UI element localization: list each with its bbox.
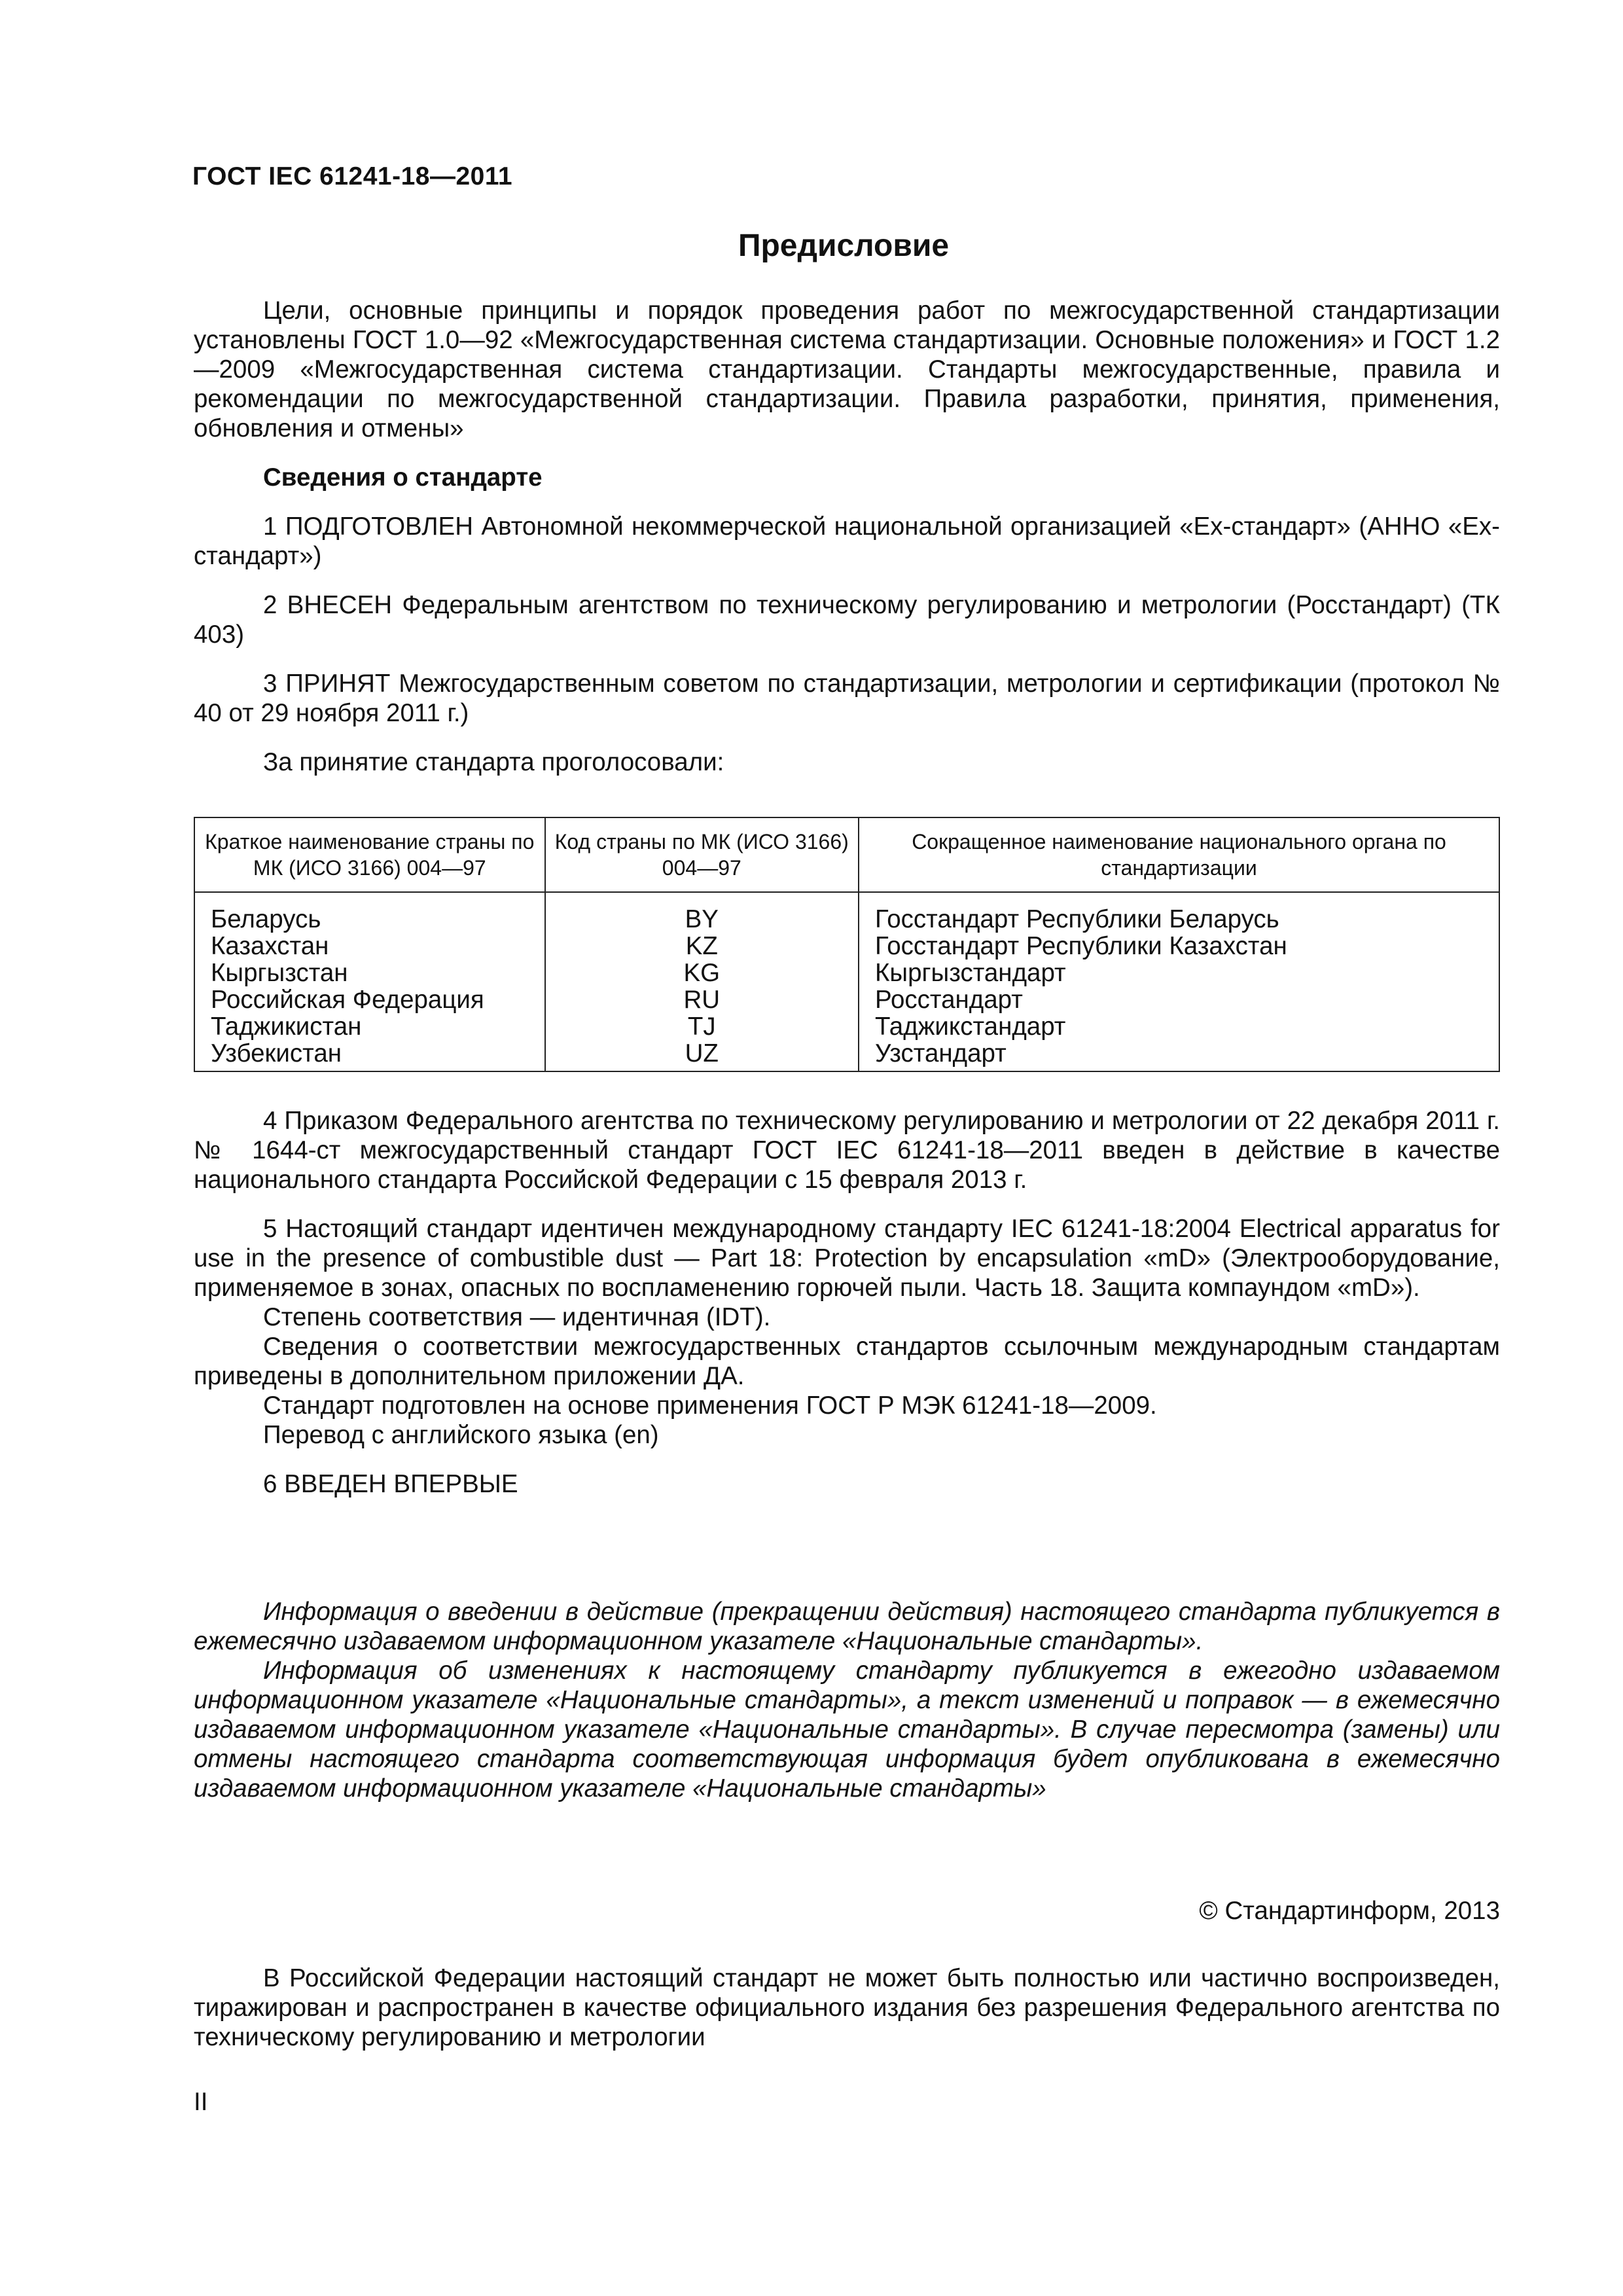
item-5-basis: Стандарт подготовлен на основе применения ГОСТ Р МЭК 61241-18—2009. [263, 1391, 1157, 1420]
intro-paragraph: Цели, основные принципы и порядок проведения работ по межгосударственной стандартизации установлены ГОСТ 1.0—92 «Межгосударственная система стандартизации. Основные положения» и ГОСТ 1.2—2009 «Межгосударственная система стандартизации. Стандарты межгосударственные, правила и рекомендации по межгосударственной стандартизации. Правила разработки, принятия, применения, обновления и отмены» [194, 296, 1500, 442]
header-country-name: Краткое наименование страны по МК (ИСО 3166) 004—97 [194, 817, 545, 892]
item-5-annex: Сведения о соответствии межгосударственных стандартов ссылочным международным стандартам приведены в дополнительном приложении ДА. [194, 1333, 1500, 1390]
country-name: Таджикистан [194, 1013, 545, 1040]
table-row [194, 986, 1499, 1013]
country-name: Кыргызстан [194, 960, 545, 986]
document-id-header: ГОСТ IEC 61241-18—2011 [192, 162, 513, 190]
copyright-notice: © Стандартинформ, 2013 [1199, 1897, 1500, 1925]
item-5: 5 Настоящий стандарт идентичен международному стандарту IEC 61241-18:2004 Electrical apparatus for use in the presence of combustible dust — Part 18: Protection by encapsulation «mD» (Электрооборудование, применяемое в зонах, опасных по воспламенению горючей пыли. Часть 18. Защита компаундом «mD»). [194, 1215, 1500, 1302]
item-4: 4 Приказом Федерального агентства по техническому регулированию и метрологии от 22 декабря 2011 г. № 1644-ст межгосударственный стандарт ГОСТ IEC 61241-18—2011 введен в действие в качестве национального стандарта Российской Федерации с 15 февраля 2013 г. [194, 1107, 1500, 1194]
standards-body: Росстандарт [859, 986, 1499, 1013]
country-name: Узбекистан [194, 1040, 545, 1071]
foreword-block-bottom [194, 1106, 1500, 1499]
standards-body: Таджикстандарт [859, 1013, 1499, 1040]
info-heading: Сведения о стандарте [263, 463, 543, 492]
table-row [194, 892, 1499, 933]
country-code: BY [545, 892, 859, 933]
country-code: RU [545, 986, 859, 1013]
rights-notice [194, 1964, 1500, 2052]
table-row [194, 960, 1499, 986]
item-5-degree: Степень соответствия — идентичная (IDT). [263, 1303, 771, 1331]
item-1: 1 ПОДГОТОВЛЕН Автономной некоммерческой национальной организацией «Ех-стандарт» (АННО «Ех-стандарт») [194, 512, 1500, 570]
notice-paragraph-2: Информация об изменениях к настоящему стандарту публикуется в ежегодно издаваемом информационном указателе «Национальные стандарты», а текст изменений и поправок — в ежемесячно издаваемом информационном указателе «Национальные стандарты». В случае пересмотра (замены) или отмены настоящего стандарта соответствующая информация будет опубликована в ежемесячно издаваемом информационном указателе «Национальные стандарты» [194, 1657, 1500, 1803]
voted-label: За принятие стандарта проголосовали: [263, 748, 724, 776]
rights-paragraph: В Российской Федерации настоящий стандарт не может быть полностью или частично воспроизведен, тиражирован и распространен в качестве официального издания без разрешения Федерального агентства по техническому регулированию и метрологии [194, 1964, 1500, 2051]
standards-body: Госстандарт Республики Беларусь [859, 892, 1499, 933]
item-5-translation: Перевод с английского языка (en) [263, 1421, 659, 1449]
country-name: Российская Федерация [194, 986, 545, 1013]
notice-paragraph-1: Информация о введении в действие (прекращении действия) настоящего стандарта публикуется в ежемесячно издаваемом информационном указателе «Национальные стандарты». [194, 1598, 1500, 1655]
country-code: KZ [545, 933, 859, 960]
country-code: KG [545, 960, 859, 986]
country-code: TJ [545, 1013, 859, 1040]
table-row [194, 1013, 1499, 1040]
voting-table [194, 817, 1500, 1072]
country-code: UZ [545, 1040, 859, 1071]
country-name: Беларусь [194, 892, 545, 933]
table-row [194, 1040, 1499, 1071]
standards-body: Кыргызстандарт [859, 960, 1499, 986]
header-standards-body: Сокращенное наименование национального органа по стандартизации [859, 817, 1499, 892]
country-name: Казахстан [194, 933, 545, 960]
page-number: II [194, 2088, 208, 2116]
standards-body: Госстандарт Республики Казахстан [859, 933, 1499, 960]
standards-body: Узстандарт [859, 1040, 1499, 1071]
page-title: Предисловие [738, 228, 950, 263]
header-country-code: Код страны по МК (ИСО 3166) 004—97 [545, 817, 859, 892]
table-row [194, 933, 1499, 960]
foreword-block-top [194, 296, 1500, 777]
table-header-row [194, 817, 1499, 892]
publication-notice [194, 1597, 1500, 1803]
item-2: 2 ВНЕСЕН Федеральным агентством по техническому регулированию и метрологии (Росстандарт) (ТК 403) [194, 591, 1500, 649]
item-6: 6 ВВЕДЕН ВПЕРВЫЕ [263, 1470, 518, 1498]
item-3: 3 ПРИНЯТ Межгосударственным советом по стандартизации, метрологии и сертификации (протокол № 40 от 29 ноября 2011 г.) [194, 670, 1500, 727]
